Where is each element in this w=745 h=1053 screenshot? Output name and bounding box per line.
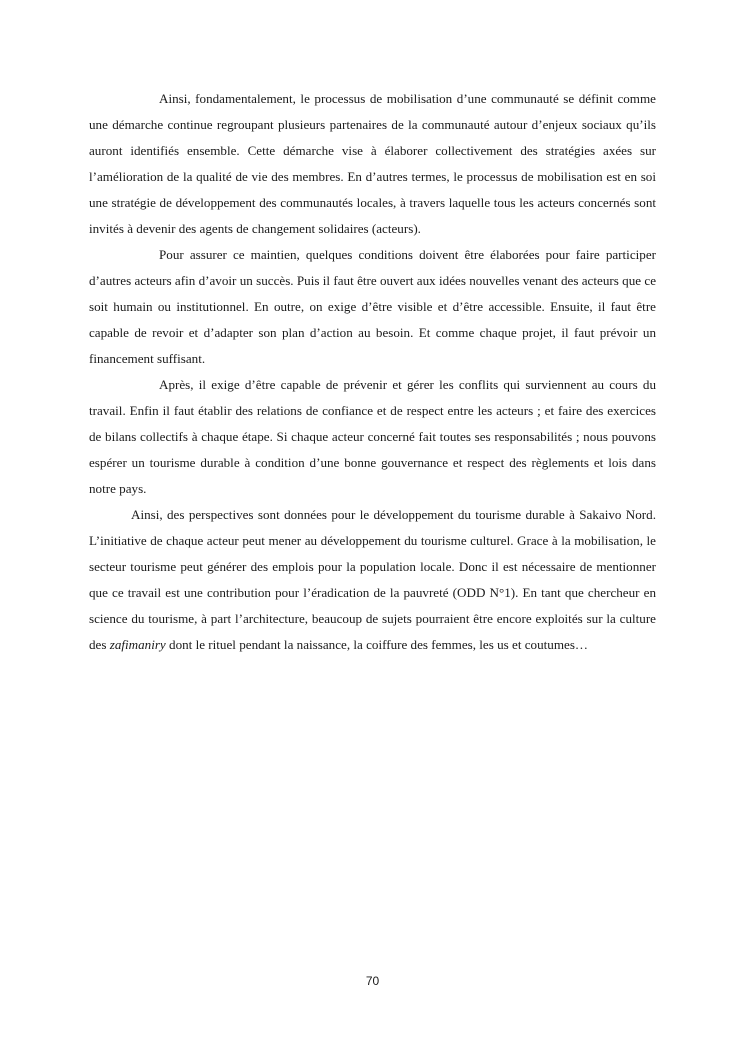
paragraph-mobilisation-definition: Ainsi, fondamentalement, le processus de mobilisation d’une communauté se définit comme une démarche continue regroupant plusieurs partenaires de la communauté autour d’enjeux sociaux qu’ils auront identifiés ensemble. Cette démarche vise à élaborer collectivement des stratégies axées sur l’amélioration de la qualité de vie des membres. En d’autres termes, le processus de mobilisation est en soi une stratégie de développement des communautés locales, à travers laquelle tous les acteurs concernés sont invités à devenir des agents de changement solidaires (acteurs). — [89, 91, 656, 236]
paragraph-conditions: Pour assurer ce maintien, quelques conditions doivent être élaborées pour faire participer d’autres acteurs afin d’avoir un succès. Puis il faut être ouvert aux idées nouvelles venant des acteurs que ce soit humain ou institutionnel. En outre, on exige d’être visible et d’être accessible. Ensuite, il faut être capable de revoir et d’adapter son plan d’action au besoin. Et comme chaque projet, il faut prévoir un financement suffisant. — [89, 247, 656, 366]
paragraph-perspectives — [89, 502, 656, 658]
body-text — [89, 86, 656, 658]
paragraph-perspectives-end: dont le rituel pendant la naissance, la coiffure des femmes, les us et coutumes… — [165, 637, 589, 652]
italic-term-zafimaniry: zafimaniry — [109, 637, 166, 652]
paragraph-conflicts: Après, il exige d’être capable de prévenir et gérer les conflits qui surviennent au cours du travail. Enfin il faut établir des relations de confiance et de respect entre les acteurs ; et faire des exercices de bilans collectifs à chaque étape. Si chaque acteur concerné fait toutes ses responsabilités ; nous pouvons espérer un tourisme durable à condition d’une bonne gouvernance et respect des règlements et lois dans notre pays. — [89, 377, 656, 496]
page-number: 70 — [365, 974, 380, 988]
paragraph-perspectives-main: Ainsi, des perspectives sont données pour le développement du tourisme durable à Sakaivo Nord. L’initiative de chaque acteur peut mener au développement du tourisme culturel. Grace à la mobilisation, le secteur tourisme peut générer des emplois pour la population locale. Donc il est nécessaire de mentionner que ce travail est une contribution pour l’éradication de la pauvreté (ODD N°1). En tant que chercheur en science du tourisme, à part l’architecture, beaucoup de sujets pourraient être encore exploités sur la culture des — [89, 507, 656, 652]
